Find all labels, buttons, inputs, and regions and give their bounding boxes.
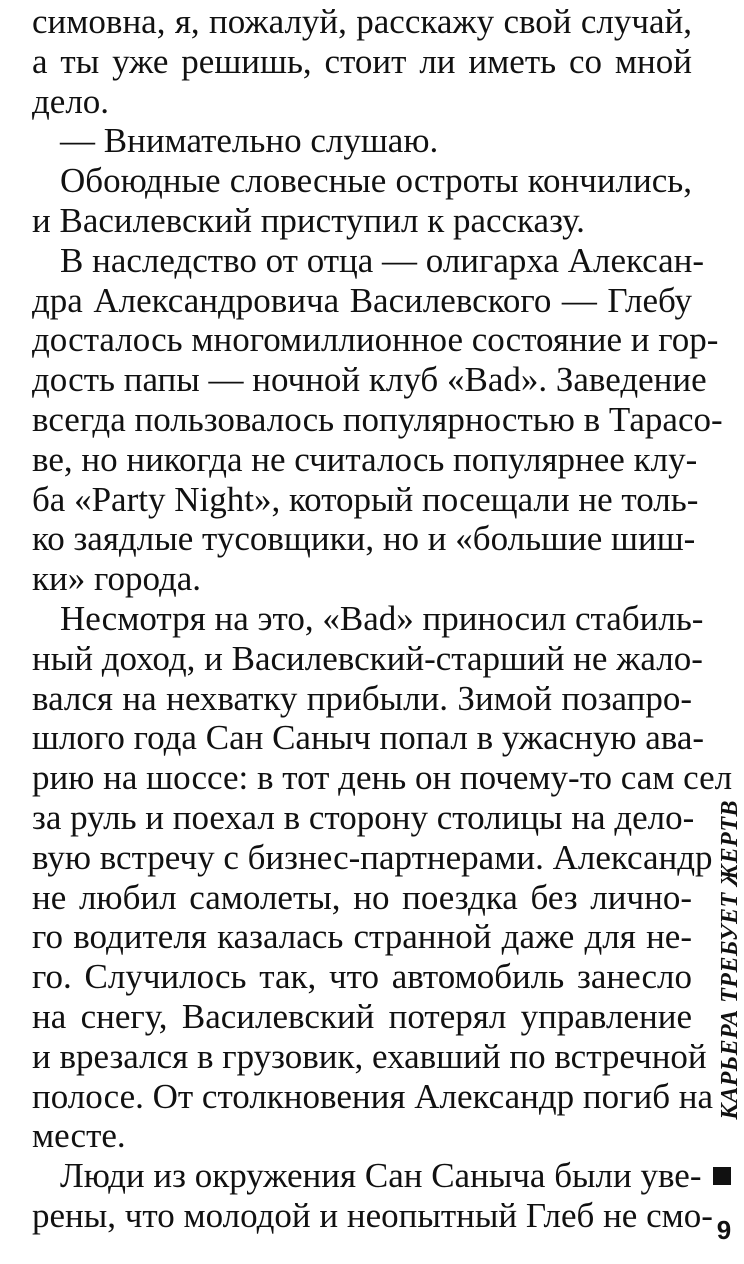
text-line: шлого года Сан Саныч попал в ужасную ава-	[32, 718, 705, 757]
text-line: дость папы — ночной клуб «Bad». Заведение	[32, 360, 707, 399]
text-line: Люди из окружения Сан Саныча были уве-	[60, 1156, 702, 1195]
running-head	[706, 800, 742, 1160]
text-line: Несмотря на это, «Bad» приносил стабиль-	[60, 599, 704, 638]
text-line: ный доход, и Василевский-старший не жало-	[32, 639, 703, 678]
text-line: — Внимательно слушаю.	[60, 121, 439, 160]
text-line: месте.	[32, 1116, 126, 1155]
text-line: дра Александровича Василевского — Глебу	[32, 281, 692, 320]
text-line: симовна, я, пожалуй, расскажу свой случай,	[32, 2, 692, 41]
text-line: рены, что молодой и неопытный Глеб не смо-	[32, 1196, 713, 1235]
page-number: 9	[716, 1215, 732, 1245]
text-line: всегда пользовалось популярностью в Тарасо-	[32, 400, 723, 439]
text-line: досталось многомиллионное состояние и гор-	[32, 320, 719, 359]
text-line: и врезался в грузовик, ехавший по встречной	[32, 1037, 707, 1076]
text-line: вую встречу с бизнес-партнерами. Александр	[32, 838, 713, 877]
text-line: рию на шоссе: в тот день он почему-то сам сел	[32, 758, 733, 797]
text-line: ба «Party Night», который посещали не толь-	[32, 480, 699, 519]
text-line: на снегу, Василевский потерял управление	[32, 997, 692, 1036]
text-line: Обоюдные словесные остроты кончились,	[60, 161, 692, 200]
running-head-title: КАРЬЕРА ТРЕБУЕТ ЖЕРТВ	[717, 800, 743, 1120]
text-line: за руль и поехал в сторону столицы на дело-	[32, 798, 695, 837]
text-line: В наследство от отца — олигарха Алексан-	[60, 241, 705, 280]
text-line: ки» города.	[32, 559, 202, 598]
text-line: дело.	[32, 82, 110, 121]
square-marker-icon	[713, 1167, 731, 1185]
text-line: и Василевский приступил к рассказу.	[32, 201, 585, 240]
text-line: ко заядлые тусовщики, но и «большие шиш-	[32, 519, 696, 558]
text-line: вался на нехватку прибыли. Зимой позапро-	[32, 679, 692, 718]
text-line: не любил самолеты, но поездка без лично-	[32, 878, 692, 917]
text-line: полосе. От столкновения Александр погиб на	[32, 1077, 714, 1116]
text-line: а ты уже решишь, стоит ли иметь со мной	[32, 42, 692, 81]
text-line: го водителя казалась странной даже для не-	[32, 917, 692, 956]
text-line: ве, но никогда не считалось популярнее клу-	[32, 440, 698, 479]
text-line: го. Случилось так, что автомобиль занесло	[32, 957, 692, 996]
